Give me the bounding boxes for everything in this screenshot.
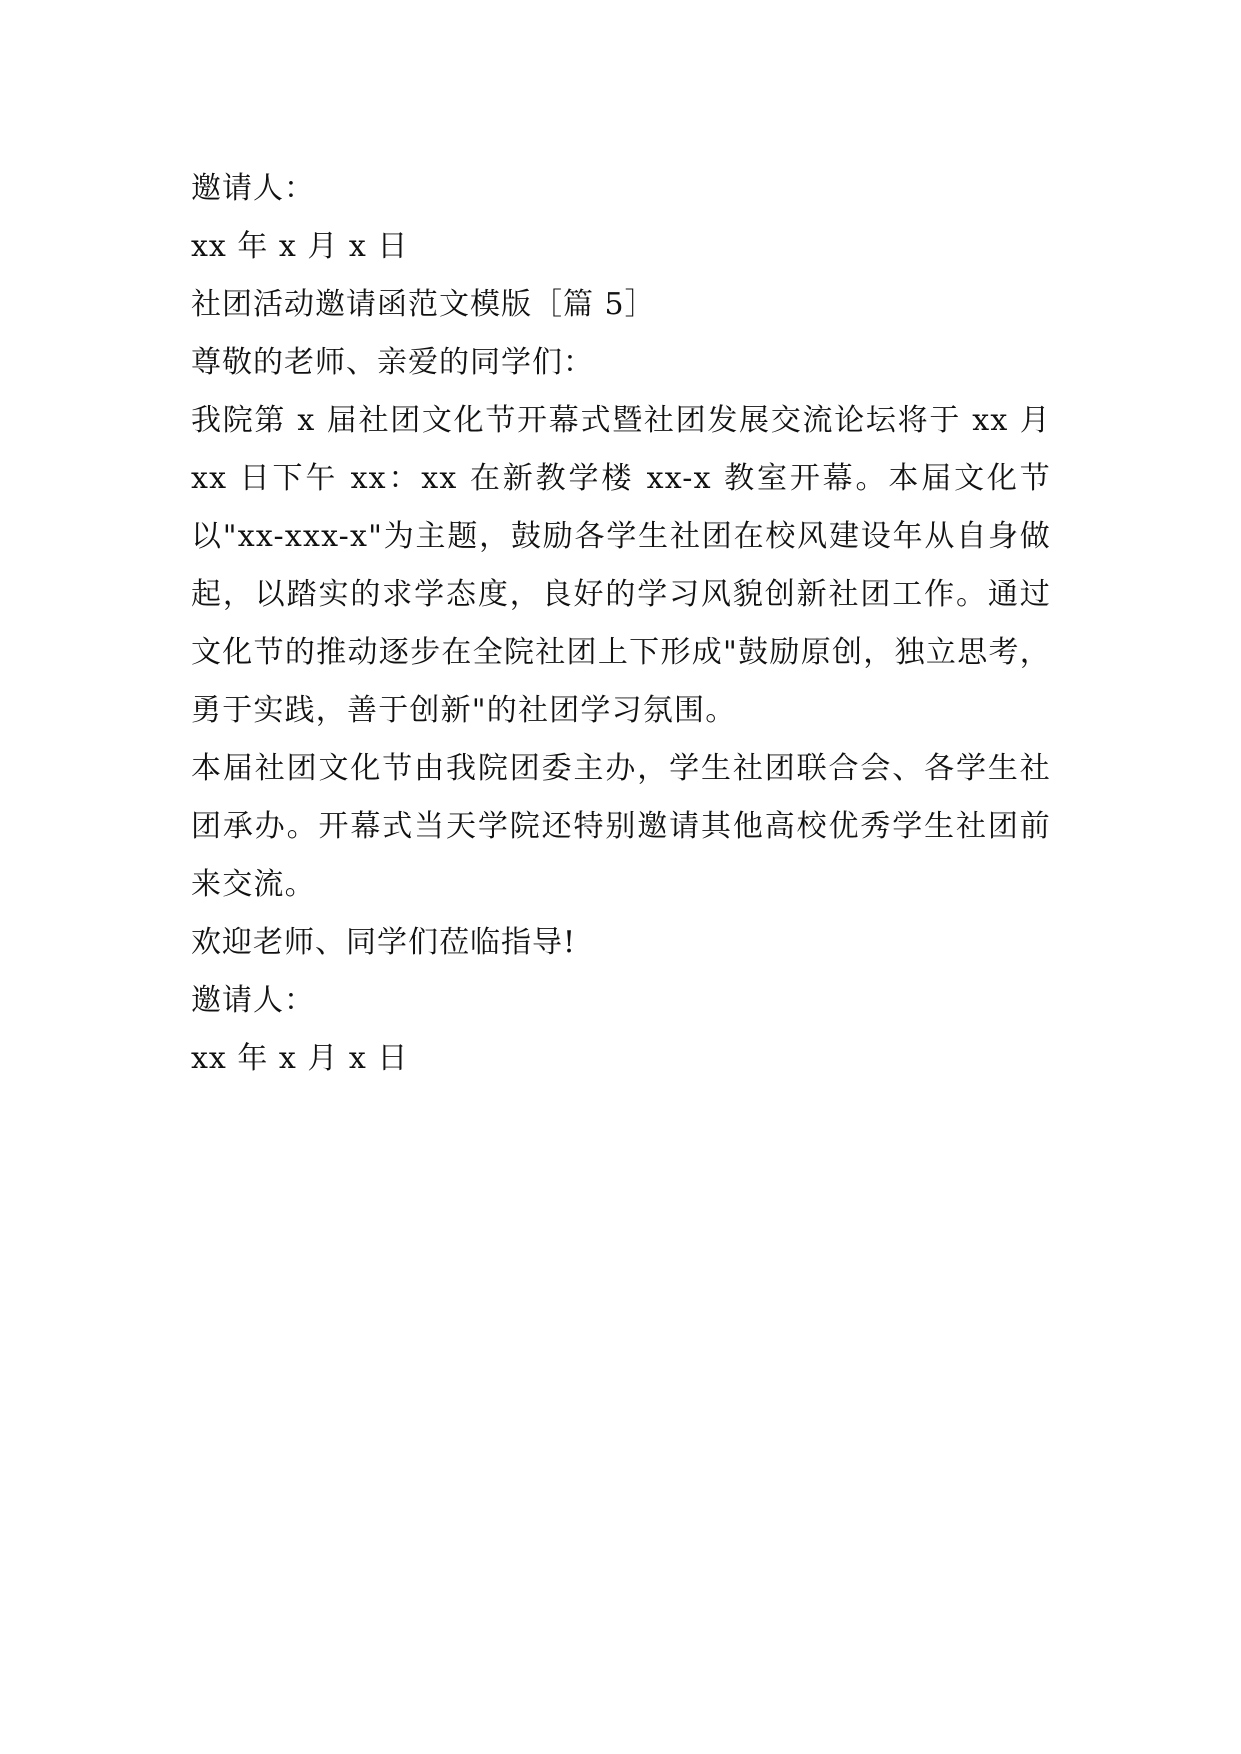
date-line: xx 年 x 月 x 日 bbox=[191, 1041, 409, 1076]
date-line: xx 年 x 月 x 日 bbox=[191, 229, 409, 264]
body-paragraph-1: 我院第 x 届社团文化节开幕式暨社团发展交流论坛将于 xx 月 xx 日下午 xx：xx 在新教学楼 xx-x 教室开幕。本届文化节以"xx-xxx-x"为主题，鼓励各学生社团在校风建设年从自身做起，以踏实的求学态度，良好的学习风貌创新社团工作。通过文化节的推动逐步在全院社团上下形成"鼓励原创，独立思考，勇于实践，善于创新"的社团学习氛围。 bbox=[191, 403, 1051, 728]
inviter-label: 邀请人： bbox=[191, 983, 315, 1018]
inviter-label: 邀请人： bbox=[191, 171, 315, 206]
closing-line: 欢迎老师、同学们莅临指导! bbox=[191, 925, 577, 960]
salutation: 尊敬的老师、亲爱的同学们： bbox=[191, 345, 594, 380]
document-body bbox=[191, 160, 1051, 1088]
document-title: 社团活动邀请函范文模版［篇 5］ bbox=[191, 287, 656, 322]
body-paragraph-2: 本届社团文化节由我院团委主办，学生社团联合会、各学生社团承办。开幕式当天学院还特别邀请其他高校优秀学生社团前来交流。 bbox=[191, 751, 1051, 902]
